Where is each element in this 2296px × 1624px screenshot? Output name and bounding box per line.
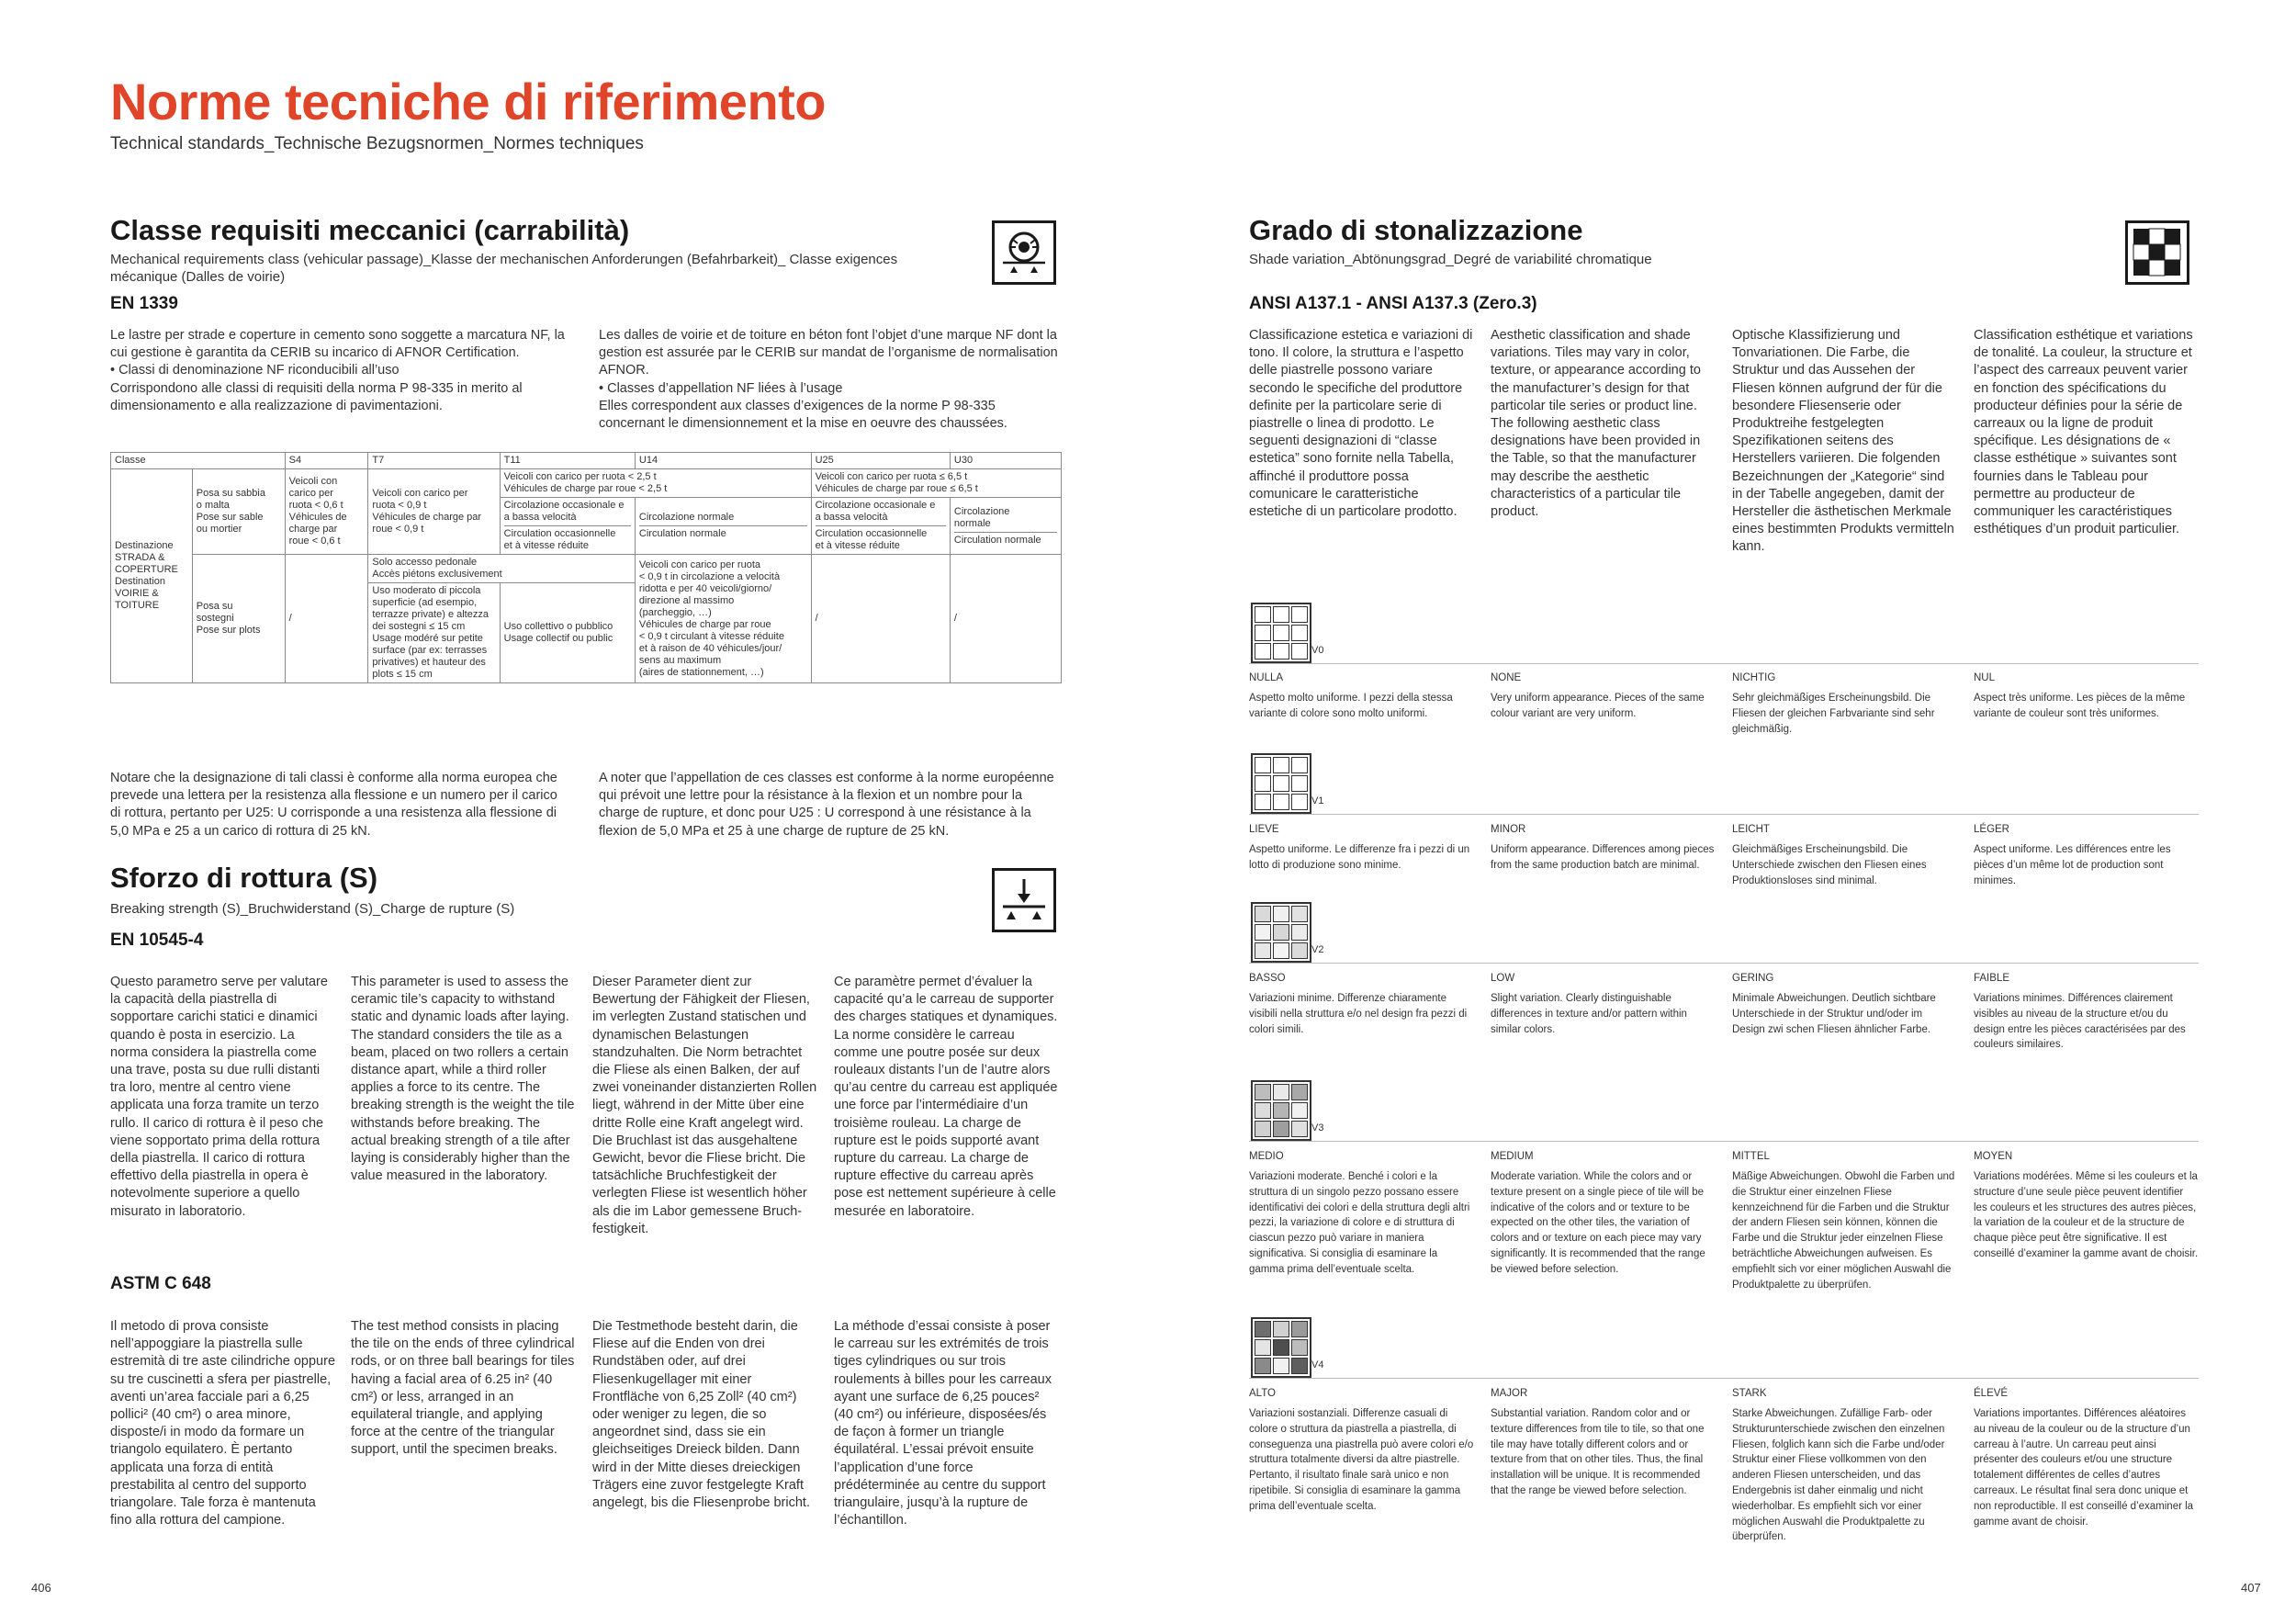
swatch-tile <box>1255 643 1271 660</box>
shade-divider <box>1249 1378 2199 1379</box>
swatch-tile <box>1255 1084 1271 1100</box>
shade-name-de: STARK <box>1732 1388 1767 1399</box>
swatch-tile <box>1273 1321 1289 1337</box>
table-row <box>111 469 1062 498</box>
swatch-tile <box>1255 606 1271 623</box>
shade-variation-icon <box>2125 220 2189 285</box>
shade-desc-fr: Variations minimes. Différences clairement visibles au niveau de la structure et/ou du design entre les pièces caractérisées par des couleurs similaires. <box>1974 993 2186 1051</box>
shade-code-v4: V4 <box>1311 1359 1324 1370</box>
header-t7: T7 <box>368 453 500 469</box>
swatch-tile <box>1273 643 1289 660</box>
shade-desc-it: Aspetto uniforme. Le differenze fra i pezzi di un lotto di produzione sono minime. <box>1249 844 1470 871</box>
shade-intro-fr: Classification esthétique et variations de tonalité. La couleur, la structure et l’aspect des carreaux peuvent varier en fonction des spécifications du producteur définies pour la série de carreaux ou la ligne de produit spécifique. Les désignations de « classe esthétique » suivantes sont fournies dans le Tableau pour permettre au producteur de communiquer les caractéristiques esthétiques d’un produit particulier. <box>1974 328 2193 537</box>
swatch-tile <box>1273 1121 1289 1137</box>
shade-desc-it: Variazioni minime. Differenze chiaramente visibili nella struttura e/o nel design fra pezzi di colori simili. <box>1249 993 1468 1035</box>
rottura-section-subtitle: Breaking strength (S)_Bruchwiderstand (S)_Charge de rupture (S) <box>110 901 515 917</box>
swatch-tile <box>1255 942 1271 959</box>
t11-plots-cell: Uso collettivo o pubblico Usage collectif ou public <box>500 583 635 683</box>
rottura-de: Dieser Parameter dient zur Bewertung der Fähigkeit der Fliesen, im verlegten Zustand statischen und dynamischen Belastungen standzuhalten. Die Norm betrachtet die Fliese als einen Balken, der auf zwei voneinander distanzierten Rollen liegt, während in der Mitte über eine dritte Rolle eine Kraft angelegt wird. Die Bruchlast ist das ausgehaltene Gewicht, bevor die Fliese bricht. Die tatsächliche Bruchfestigkeit der verlegten Fliese ist wesentlich höher als die im Labor gemessene Bruch-festigkeit. <box>592 975 817 1236</box>
swatch-tile <box>1273 906 1289 922</box>
shade-name-en: MEDIUM <box>1491 1151 1534 1162</box>
shade-desc-de: Sehr gleichmäßiges Erscheinungsbild. Die Fliesen der gleichen Farbvariante sind sehr gleichmäßig. <box>1732 693 1935 735</box>
shade-standard: ANSI A137.1 - ANSI A137.3 (Zero.3) <box>1249 294 1537 313</box>
shade-name-en: MINOR <box>1491 824 1526 835</box>
swatch-tile <box>1273 924 1289 941</box>
swatch-tile <box>1273 775 1289 792</box>
shade-swatch-v4 <box>1251 1317 1311 1378</box>
shade-name-it: MEDIO <box>1249 1151 1284 1162</box>
u14-plots-cell: Veicoli con carico per ruota < 0,9 t in circolazione a velocità ridotta e per 40 veicoli/giorno/ direzione al massimo (parcheggio, …) Véhicules de charge par roue < 0,9 t circulant à vitesse réduite et à raison de 40 véhicules/jour/ sens au maximum (aires de stationnement, …) <box>635 555 811 683</box>
swatch-tile <box>1291 1121 1308 1137</box>
t11-traffic-cell: Circolazione occasionale e a bassa velocità Circulation occasionnelle et à vitesse réduite <box>500 498 635 555</box>
u25-u30-load-cell: Veicoli con carico per ruota ≤ 6,5 t Véhicules de charge par roue ≤ 6,5 t <box>811 469 1061 498</box>
u25-plots-cell: / <box>811 555 950 683</box>
shade-swatch-v0 <box>1251 603 1311 663</box>
swatch-tile <box>1255 1358 1271 1374</box>
astm-fr: La méthode d’essai consiste à poser le carreau sur les extrémités de trois tiges cylindriques ou sur trois roulements à billes pour les carreaux ayant une surface de 6,25 pouces² (40 cm²) ou inférieure, disposées/és de façon à former un triangle équilatéral. L’essai prévoit ensuite l’application d’une force prédéterminée au centre du support triangulaire, jusqu’à la rupture de l’échantillon. <box>834 1319 1052 1528</box>
swatch-tile <box>1291 1321 1308 1337</box>
swatch-tile <box>1273 1084 1289 1100</box>
table-header-row <box>111 453 1062 469</box>
shade-name-it: NULLA <box>1249 672 1284 683</box>
swatch-tile <box>1273 1102 1289 1119</box>
swatch-tile <box>1291 1084 1308 1100</box>
mech-intro-fr: Les dalles de voirie et de toiture en béton font l’objet d’une marque NF dont la gestion est assurée par le CERIB sur mandat de l’organisme de normalisation AFNOR. • Classes d’appellation NF liées à l’usage Elles correspondent aux classes d’exigences de la norme P 98-335 concernant le dimensionnement et la mise en oeuvre des chaussées. <box>599 328 1058 432</box>
requirements-table <box>110 452 1062 683</box>
shade-name-it: LIEVE <box>1249 824 1279 835</box>
shade-name-it: ALTO <box>1249 1388 1276 1399</box>
header-t11: T11 <box>500 453 635 469</box>
swatch-tile <box>1291 1358 1308 1374</box>
shade-desc-it: Aspetto molto uniforme. I pezzi della stessa variante di colore sono molto uniformi. <box>1249 693 1453 719</box>
swatch-tile <box>1291 1102 1308 1119</box>
header-u25: U25 <box>811 453 950 469</box>
shade-intro-de: Optische Klassifizierung und Tonvariationen. Die Farbe, die Struktur und das Aussehen der Fliesen können aufgrund der für die besondere Fliesenserie oder Produktreihe festgelegten Spezifikationen seitens des Herstellers variieren. Die folgenden Bezeichnungen der „Kategorie“ sind in der Tabelle angegeben, damit der Hersteller die ästhetischen Merkmale eines bestimmten Produkts vermitteln kann. <box>1732 328 1954 555</box>
shade-desc-de: Starke Abweichungen. Zufällige Farb- oder Strukturunterschiede zwischen den einzelnen Fliesen, folglich kann sich die Farbe und/oder Struktur einer Fliese vollkommen von den anderen Fliesen unterscheiden, und das Endergebnis ist daher einmalig und nicht wiederholbar. Es empfiehlt sich vor einer möglichen Auswahl die Produktpalette zu überprüfen. <box>1732 1408 1945 1543</box>
rottura-standard-en: EN 10545-4 <box>110 930 204 950</box>
header-classe: Classe <box>111 453 286 469</box>
shade-name-en: MAJOR <box>1491 1388 1528 1399</box>
mech-section-title: Classe requisiti meccanici (carrabilità) <box>110 214 630 246</box>
shade-desc-fr: Aspect très uniforme. Les pièces de la même variante de couleur sont très uniformes. <box>1974 693 2186 719</box>
u14-traffic-cell: Circolazione normale Circulation normale <box>635 498 811 555</box>
swatch-tile <box>1291 625 1308 641</box>
swatch-tile <box>1273 942 1289 959</box>
shade-intro-it: Classificazione estetica e variazioni di tono. Il colore, la struttura e l’aspetto delle piastrelle possono variare secondo le specifiche del produttore definite per la particolare serie di piastrelle o linea di prodotto. Le seguenti designazioni di “classe estetica” sono fornite nella Tabella, affinché il produttore possa comunicare le caratteristiche estetiche di un particolare prodotto. <box>1249 328 1473 520</box>
swatch-tile <box>1291 775 1308 792</box>
shade-code-v3: V3 <box>1311 1122 1324 1133</box>
shade-swatch-v3 <box>1251 1080 1311 1141</box>
shade-name-fr: LÉGER <box>1974 824 2009 835</box>
rottura-section-title: Sforzo di rottura (S) <box>110 862 378 894</box>
swatch-tile <box>1291 1339 1308 1356</box>
shade-section-title: Grado di stonalizzazione <box>1249 214 1583 246</box>
swatch-tile <box>1291 942 1308 959</box>
swatch-tile <box>1255 1102 1271 1119</box>
shade-name-en: LOW <box>1491 973 1515 984</box>
swatch-tile <box>1255 625 1271 641</box>
u30-plots-cell: / <box>950 555 1061 683</box>
u25-traffic-cell: Circolazione occasionale e a bassa velocità Circulation occasionnelle et à vitesse réduite <box>811 498 950 555</box>
shade-desc-fr: Aspect uniforme. Les différences entre les pièces d’un même lot de production sont minimes. <box>1974 844 2171 886</box>
swatch-tile <box>1255 906 1271 922</box>
shade-code-v1: V1 <box>1311 795 1324 806</box>
astm-en: The test method consists in placing the tile on the ends of three cylindrical rods, or on three ball bearings for tiles having a facial area of 6.25 in² (40 cm²) or less, arranged in an equilateral triangle, and applying force at the centre of the triangular support, until the specimen breaks. <box>351 1319 575 1458</box>
shade-desc-de: Mäßige Abweichungen. Obwohl die Farben und die Struktur einer einzelnen Fliese kennzeichnend für die Farben und die Struktur der andern Fliesen sein können, können die Farbe und die Struktur jeder einzelnen Fliese beträchtliche Abweichungen aufweisen. Es empfiehlt sich vor einer möglichen Auswahl die Produktpalette zu überprüfen. <box>1732 1171 1955 1291</box>
swatch-tile <box>1255 775 1271 792</box>
swatch-tile <box>1273 1339 1289 1356</box>
shade-name-de: GERING <box>1732 973 1774 984</box>
swatch-tile <box>1291 606 1308 623</box>
shade-name-fr: MOYEN <box>1974 1151 2013 1162</box>
header-u30: U30 <box>950 453 1061 469</box>
swatch-tile <box>1291 757 1308 773</box>
swatch-tile <box>1273 757 1289 773</box>
shade-swatch-v2 <box>1251 902 1311 963</box>
swatch-tile <box>1291 794 1308 810</box>
shade-desc-fr: Variations importantes. Différences aléatoires au niveau de la couleur ou de la structure d’un carreau à l’autre. Un carreau peut ainsi présenter des couleurs et/ou une structure totalement différentes de celles d’autres carreaux. Le résultat final sera donc unique et non reproductible. Il est conseillé d’examiner la gamme avant de choisir. <box>1974 1408 2194 1528</box>
mech-note-fr: A noter que l’appellation de ces classes est conforme à la norme européenne qui prévoit une lettre pour la résistance à la flexion et un nombre pour la charge de rupture, et donc pour U25 : U correspond à une résistance à la flexion de 5,0 MPa et 25 à une charge de rupture de 25 kN. <box>599 771 1054 839</box>
shade-divider <box>1249 814 2199 815</box>
swatch-tile <box>1255 1121 1271 1137</box>
pedestrian-cell: Solo accesso pedonale Accès piétons exclusivement <box>368 555 636 583</box>
t7-load-cell: Veicoli con carico per ruota < 0,9 t Véhicules de charge par roue < 0,9 t <box>368 469 500 555</box>
shade-name-en: NONE <box>1491 672 1522 683</box>
shade-section-subtitle: Shade variation_Abtönungsgrad_Degré de variabilité chromatique <box>1249 252 1652 267</box>
shade-desc-fr: Variations modérées. Même si les couleurs et la structure d’une seule pièce peuvent identifier les couleurs et les structures des autres pièces, la variation de la couleur et de la structure de chaque pièce peut être significative. Il est conseillé d’examiner la gamme avant de choisir. <box>1974 1171 2199 1259</box>
t7-plots-cell: Uso moderato di piccola superficie (ad esempio, terrazze private) e altezza dei sostegni ≤ 15 cm Usage modéré sur petite surface (par ex: terrasses privatives) et hauteur des plots ≤ 15 cm <box>368 583 500 683</box>
swatch-tile <box>1255 924 1271 941</box>
s4-plots-cell: / <box>285 555 368 683</box>
table-row <box>111 555 1062 583</box>
swatch-tile <box>1273 1358 1289 1374</box>
astm-it: Il metodo di prova consiste nell’appoggiare la piastrella sulle estremità di tre aste cilindriche oppure su tre cuscinetti a sfera per piastrelle, aventi un’area facciale pari a 6,25 pollici² (40 cm²) o area minore, disposte/i in modo da formare un triangolo equilatero. È pertanto applicata una forza di entità prestabilita al centro del supporto triangolare. Tale forza è mantenuta fino alla rottura del campione. <box>110 1319 336 1528</box>
shade-desc-it: Variazioni sostanziali. Differenze casuali di colore o struttura da piastrella a piastrella, di conseguenza una piastrella può avere colori e/o struttura totalmente diversi da altre piastrelle. Pertanto, il risultato finale sarà unico e non ripetibile. Si consiglia di esaminare la gamma prima dell’eventuale scelta. <box>1249 1408 1474 1512</box>
shade-name-it: BASSO <box>1249 973 1286 984</box>
shade-divider <box>1249 663 2199 664</box>
shade-desc-it: Variazioni moderate. Benché i colori e la struttura di un singolo pezzo possano essere identificativi dei colori e della struttura degli altri pezzi, la variazione di colore e di struttura di ciascun pezzo può variare in maniera significativa. Si consiglia di esaminare la gamma prima dell’eventuale scelta. <box>1249 1171 1470 1275</box>
rottura-standard-astm: ASTM C 648 <box>110 1274 211 1293</box>
shade-name-de: NICHTIG <box>1732 672 1776 683</box>
shade-name-fr: ÉLEVÉ <box>1974 1388 2009 1399</box>
shade-swatch-v1 <box>1251 753 1311 814</box>
astm-de: Die Testmethode besteht darin, die Fliese auf die Enden von drei Rundstäben oder, auf drei Fliesenkugellager mit einer Frontfläche von 6,25 Zoll² (40 cm²) oder weniger zu legen, die so angeordnet sind, dass sie ein gleichseitiges Dreieck bilden. Dann wird in der Mitte dieses dreieckigen Trägers eine zuvor festgelegte Kraft angelegt, bis die Fliesenprobe bricht. <box>592 1319 810 1511</box>
shade-name-fr: NUL <box>1974 672 1996 683</box>
page-title: Norme tecniche di riferimento <box>110 73 827 130</box>
rottura-fr: Ce paramètre permet d’évaluer la capacité qu’a le carreau de supporter des charges statiques et dynamiques. La norme considère le carreau comme une poutre posée sur deux rouleaux distants l’un de l’autre alors qu’au centre du carreau est appliquée une force par l’intermédiaire d’un troisième rouleau. La charge de rupture est le poids supporté avant rupture du carreau. La charge de rupture effective du carreau après pose est nettement supérieure à celle mesurée en laboratoire. <box>834 975 1058 1219</box>
destinazione-cell: Destinazione STRADA & COPERTURE Destination VOIRIE & TOITURE <box>111 469 193 683</box>
t11-u14-load-cell: Veicoli con carico per ruota < 2,5 t Véhicules de charge par roue < 2,5 t <box>500 469 811 498</box>
swatch-tile <box>1291 643 1308 660</box>
shade-code-v0: V0 <box>1311 645 1324 656</box>
header-u14: U14 <box>635 453 811 469</box>
swatch-tile <box>1273 794 1289 810</box>
posa-sabbia-cell: Posa su sabbia o malta Pose sur sable ou mortier <box>192 469 285 555</box>
shade-desc-de: Minimale Abweichungen. Deutlich sichtbare Unterschiede in der Struktur und/oder im Design zwi schen Fliesen ähnlicher Farbe. <box>1732 993 1936 1035</box>
shade-desc-en: Substantial variation. Random color and or texture differences from tile to tile, so that one tile may have totally different colors and or texture from that on other tiles. Thus, the final installation will be unique. It is recommended that the range be viewed before selection. <box>1491 1408 1705 1496</box>
shade-name-de: MITTEL <box>1732 1151 1770 1162</box>
shade-desc-en: Moderate variation. While the colors and or texture present on a single piece of tile will be indicative of the colors and or texture to be expected on the other tiles, the variation of colors and or texture on each piece may vary significantly. It is recommended that the range be viewed before selection. <box>1491 1171 1705 1275</box>
shade-desc-en: Very uniform appearance. Pieces of the same colour variant are very uniform. <box>1491 693 1705 719</box>
shade-desc-en: Slight variation. Clearly distinguishable differences in texture and/or pattern within similar colors. <box>1491 993 1687 1035</box>
swatch-tile <box>1255 1321 1271 1337</box>
page-number-right: 407 <box>2241 1581 2261 1595</box>
u30-traffic-cell: Circolazione normale Circulation normale <box>950 498 1061 555</box>
shade-desc-en: Uniform appearance. Differences among pieces from the same production batch are minimal. <box>1491 844 1715 871</box>
mech-standard: EN 1339 <box>110 294 178 313</box>
page-number-left: 406 <box>31 1581 51 1595</box>
posa-sostegni-cell: Posa su sostegni Pose sur plots <box>192 555 285 683</box>
s4-load-cell: Veicoli con carico per ruota < 0,6 t Véhicules de charge par roue < 0,6 t <box>285 469 368 555</box>
swatch-tile <box>1273 606 1289 623</box>
mech-intro-it: Le lastre per strade e coperture in cemento sono soggette a marcatura NF, la cui gestione è garantita da CERIB su incarico di AFNOR Certification. • Classi di denominazione NF riconducibili all’uso Corrispondono alle classi di requisiti della norma P 98-335 in merito al dimensionamento e alla realizzazione di pavimentazioni. <box>110 328 565 413</box>
shade-divider <box>1249 1141 2199 1142</box>
rottura-it: Questo parametro serve per valutare la capacità della piastrella di sopportare carichi statici e dinamici quando è posta in esercizio. La norma considera la piastrella come una trave, posta su due rulli distanti tra loro, mentre al centro viene applicata una forza tramite un terzo rullo. Il carico di rottura è il peso che viene sopportato prima della rottura della piastrella. Il carico di rottura effettivo della piastrella in opera è notevolmente superiore a quello misurato in laboratorio. <box>110 975 328 1219</box>
swatch-tile <box>1291 924 1308 941</box>
swatch-tile <box>1273 625 1289 641</box>
shade-intro-en: Aesthetic classification and shade variations. Tiles may vary in color, texture, or appearance according to the manufacturer’s design for that particolar tile series or product line. The following aesthetic class designations have been provided in the Table, so that the manufacturer may describe the aesthetic characteristics of a particular tile product. <box>1491 328 1701 520</box>
shade-name-de: LEICHT <box>1732 824 1770 835</box>
header-s4: S4 <box>285 453 368 469</box>
mech-section-subtitle: Mechanical requirements class (vehicular passage)_Klasse der mechanischen Anforderungen (Befahrbarkeit)_ Classe exigences mécanique (Dalles de voirie) <box>110 252 898 285</box>
rottura-en: This parameter is used to assess the ceramic tile’s capacity to withstand static and dynamic loads after laying. The standard considers the tile as a beam, placed on two rollers a certain distance apart, while a third roller applies a force to its centre. The breaking strength is the weight the tile withstands before breaking. The actual breaking strength of a tile after laying is considerably higher than the value measured in the laboratory. <box>351 975 575 1184</box>
swatch-tile <box>1291 906 1308 922</box>
shade-desc-de: Gleichmäßiges Erscheinungsbild. Die Unterschiede zwischen den Fliesen eines Produktionsloses sind minimal. <box>1732 844 1927 886</box>
breaking-strength-icon <box>992 868 1056 932</box>
shade-code-v2: V2 <box>1311 944 1324 955</box>
mech-note-it: Notare che la designazione di tali classi è conforme alla norma europea che prevede una lettera per la resistenza alla flessione e un numero per il carico di rottura, pertanto per U25: U corrisponde a una resistenza alla flessione di 5,0 MPa e 25 a un carico di rottura di 25 kN. <box>110 771 557 839</box>
swatch-tile <box>1255 1339 1271 1356</box>
shade-divider <box>1249 963 2199 964</box>
shade-name-fr: FAIBLE <box>1974 973 2009 984</box>
page-subtitle: Technical standards_Technische Bezugsnormen_Normes techniques <box>110 134 644 153</box>
vehicle-load-icon <box>992 220 1056 285</box>
swatch-tile <box>1255 757 1271 773</box>
swatch-tile <box>1255 794 1271 810</box>
